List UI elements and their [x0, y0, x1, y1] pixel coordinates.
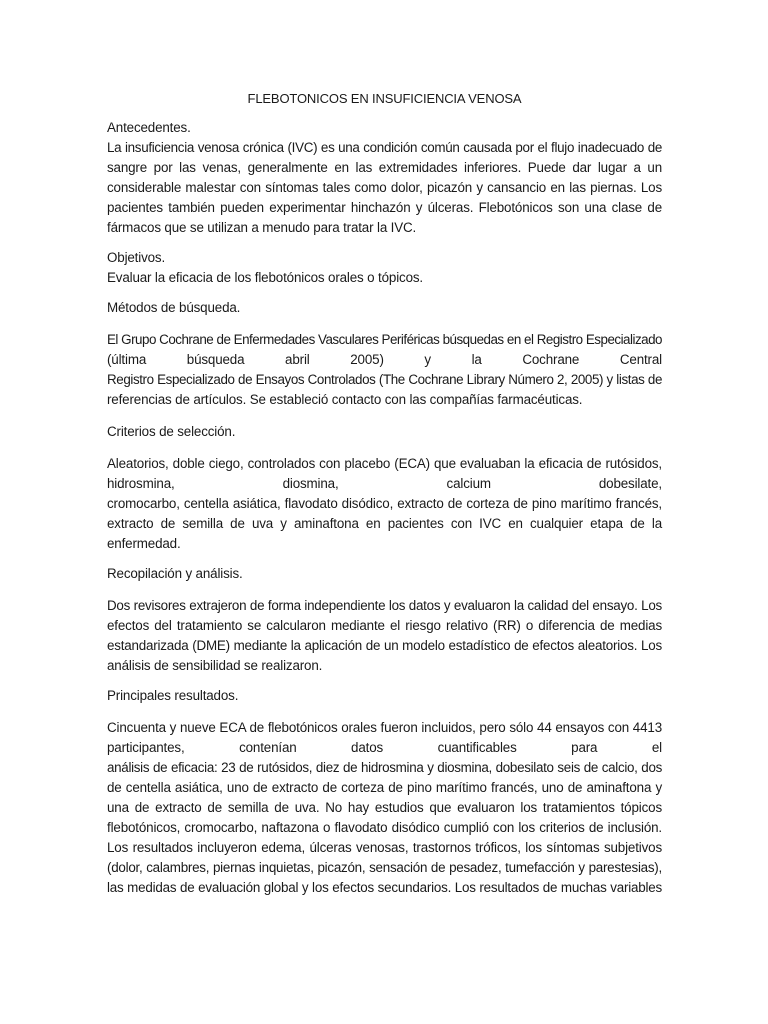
text-line: pacientes también pueden experimentar hinchazón y úlceras. Flebotónicos son una clase de: [107, 200, 662, 215]
text-line: El Grupo Cochrane de Enfermedades Vasculares Periféricas búsquedas en el Registro Especializado: [107, 332, 662, 347]
text-line: Dos revisores extrajeron de forma independiente los datos y evaluaron la calidad del ensayo. Los: [107, 598, 662, 613]
text-line: hidrosmina, diosmina, calcium dobesilate,: [107, 476, 662, 491]
text-line: sangre por las venas, generalmente en las extremidades inferiores. Puede dar lugar a un: [107, 160, 662, 175]
text-line: análisis de sensibilidad se realizaron.: [107, 658, 323, 673]
text-line: referencias de artículos. Se estableció contacto con las compañías farmacéuticas.: [107, 392, 583, 407]
text-line: La insuficiencia venosa crónica (IVC) es una condición común causada por el flujo inadecuado de: [107, 140, 662, 155]
text-line: extracto de semilla de uva y aminaftona en pacientes con IVC en cualquier etapa de la: [107, 516, 662, 531]
text-line: de centella asiática, uno de extracto de corteza de pino marítimo francés, uno de aminaftona y: [107, 780, 662, 795]
text-line: estandarizada (DME) mediante la aplicación de un modelo estadístico de efectos aleatorios. Los: [107, 638, 662, 653]
heading-recopilacion: Recopilación y análisis.: [107, 566, 243, 581]
heading-objetivos: Objetivos.: [107, 250, 166, 265]
text-line: enfermedad.: [107, 536, 181, 551]
text-line: Registro Especializado de Ensayos Controlados (The Cochrane Library Número 2, 2005) y listas de: [107, 372, 662, 387]
heading-antecedentes: Antecedentes.: [107, 120, 191, 135]
document-title: FLEBOTONICOS EN INSUFICIENCIA VENOSA: [247, 91, 522, 106]
text-line: participantes, contenían datos cuantificables para el: [107, 740, 662, 755]
text-line: cromocarbo, centella asiática, flavodato disódico, extracto de corteza de pino marítimo francés,: [107, 496, 662, 511]
text-line: una de extracto de semilla de uva. No hay estudios que evaluaron los tratamientos tópicos: [107, 800, 662, 815]
text-line: las medidas de evaluación global y los efectos secundarios. Los resultados de muchas variables: [107, 880, 662, 895]
text-line: Los resultados incluyeron edema, úlceras venosas, trastornos tróficos, los síntomas subjetivos: [107, 840, 662, 855]
text-line: Aleatorios, doble ciego, controlados con placebo (ECA) que evaluaban la eficacia de rutósidos,: [107, 456, 662, 471]
text-line: flebotónicos, cromocarbo, naftazona o flavodato disódico cumplió con los criterios de inclusión.: [107, 820, 662, 835]
text-line: análisis de eficacia: 23 de rutósidos, diez de hidrosmina y diosmina, dobesilato seis de calcio, dos: [107, 760, 662, 775]
heading-criterios: Criterios de selección.: [107, 424, 236, 439]
text-line: fármacos que se utilizan a menudo para tratar la IVC.: [107, 220, 417, 235]
text-line: (dolor, calambres, piernas inquietas, picazón, sensación de pesadez, tumefacción y parestesias),: [107, 860, 662, 875]
text-line: Evaluar la eficacia de los flebotónicos orales o tópicos.: [107, 270, 423, 285]
text-line: Cincuenta y nueve ECA de flebotónicos orales fueron incluidos, pero sólo 44 ensayos con 4413: [107, 720, 662, 735]
text-line: considerable malestar con síntomas tales como dolor, picazón y cansancio en las piernas. Los: [107, 180, 662, 195]
text-line: efectos del tratamiento se calcularon mediante el riesgo relativo (RR) o diferencia de medias: [107, 618, 662, 633]
document-page: [107, 89, 662, 895]
heading-resultados: Principales resultados.: [107, 688, 239, 703]
text-line: (última búsqueda abril 2005) y la Cochrane Central: [107, 352, 662, 367]
heading-metodos: Métodos de búsqueda.: [107, 300, 241, 315]
